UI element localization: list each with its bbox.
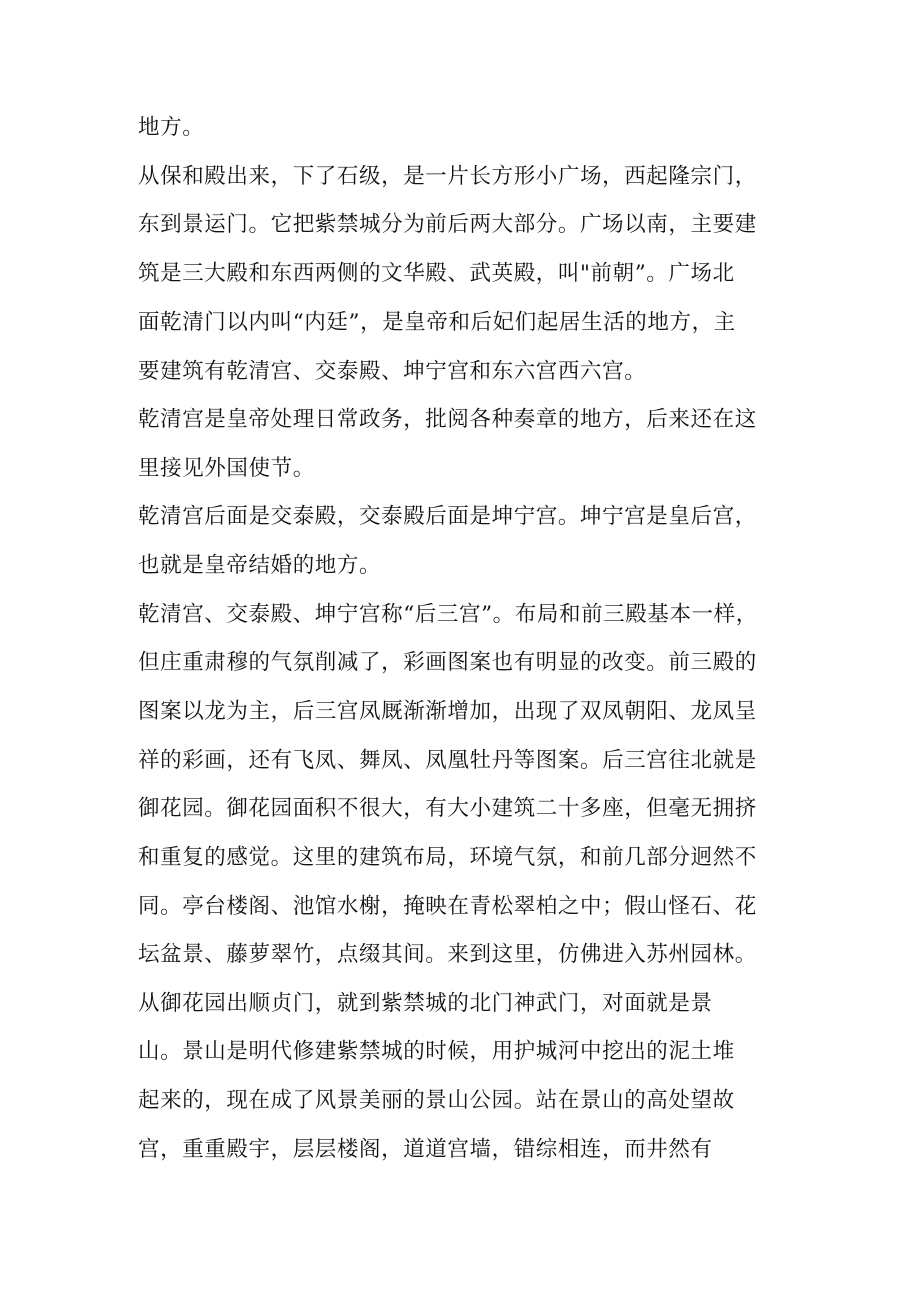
text-line: 筑是三大殿和东西两侧的文华殿、武英殿，叫"前朝”。广场北 bbox=[138, 261, 735, 286]
text-line: 御花园。御花园面积不很大，有大小建筑二十多座，但毫无拥挤 bbox=[138, 796, 757, 821]
text-line: 同。亭台楼阁、池馆水榭，掩映在青松翠柏之中；假山怪石、花 bbox=[138, 894, 757, 919]
text-line: 乾清宫、交泰殿、坤宁宫称“后三宫”。布局和前三殿基本一样， bbox=[138, 602, 758, 627]
text-line: 祥的彩画，还有飞凤、舞凤、凤凰牡丹等图案。后三宫往北就是 bbox=[138, 748, 757, 773]
text-line: 要建筑有乾清宫、交泰殿、坤宁宫和东六宫西六宫。 bbox=[138, 359, 647, 384]
text-line: 东到景运门。它把紫禁城分为前后两大部分。广场以南，主要建 bbox=[138, 212, 757, 237]
text-line: 从保和殿出来，下了石级，是一片长方形小广场，西起隆宗门， bbox=[138, 164, 757, 189]
text-line: 面乾清门以内叫“内廷”，是皇帝和后妃们起居生活的地方，主 bbox=[138, 310, 736, 335]
text-line: 和重复的感觉。这里的建筑布局，环境气氛，和前几部分迥然不 bbox=[138, 845, 757, 870]
text-line: 乾清宫是皇帝处理日常政务，批阅各种奏章的地方，后来还在这 bbox=[138, 407, 757, 432]
text-line: 地方。 bbox=[138, 115, 205, 140]
text-line: 起来的，现在成了风景美丽的景山公园。站在景山的高处望故 bbox=[138, 1088, 735, 1113]
text-line: 坛盆景、藤萝翠竹，点缀其间。来到这里，仿佛进入苏州园林。 bbox=[138, 942, 757, 967]
text-line: 也就是皇帝结婚的地方。 bbox=[138, 553, 382, 578]
text-line: 宫，重重殿宇，层层楼阁，道道宫墙，错综相连，而井然有 bbox=[138, 1137, 713, 1162]
text-line: 里接见外国使节。 bbox=[138, 456, 315, 481]
text-line: 山。景山是明代修建紫禁城的时候，用护城河中挖出的泥土堆 bbox=[138, 1039, 735, 1064]
text-line: 但庄重肃穆的气氛削减了，彩画图案也有明显的改变。前三殿的 bbox=[138, 650, 757, 675]
text-line: 图案以龙为主，后三宫凤厩渐渐增加，出现了双凤朝阳、龙凤呈 bbox=[138, 699, 757, 724]
text-line: 从御花园出顺贞门，就到紫禁城的北门神武门，对面就是景 bbox=[138, 991, 713, 1016]
text-line: 乾清宫后面是交泰殿，交泰殿后面是坤宁宫。坤宁宫是皇后宫， bbox=[138, 504, 757, 529]
